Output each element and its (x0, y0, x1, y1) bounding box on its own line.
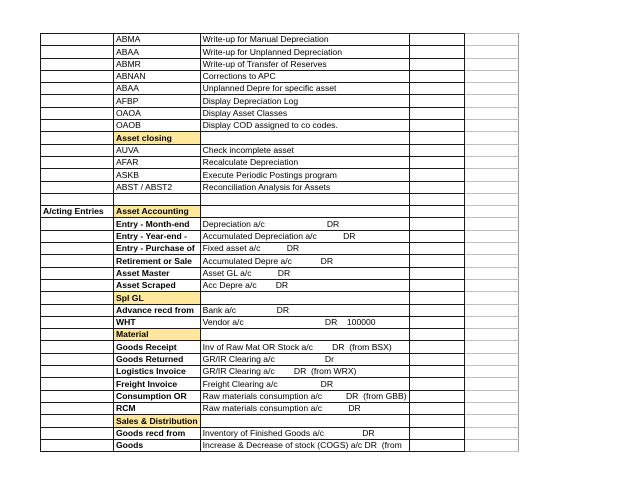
code-cell[interactable]: Goods (114, 439, 201, 451)
empty-cell[interactable] (409, 255, 464, 267)
table-row (41, 193, 519, 205)
empty-cell[interactable] (464, 230, 518, 242)
description-cell[interactable]: Bank a/c DR (200, 304, 409, 316)
section-cell[interactable] (41, 218, 114, 230)
code-cell[interactable]: Freight Invoice (114, 378, 201, 390)
empty-cell[interactable] (409, 279, 464, 291)
table-row (41, 107, 519, 119)
description-cell[interactable]: Display COD assigned to co codes. (200, 120, 409, 132)
table-row (41, 230, 519, 242)
code-cell[interactable]: Advance recd from (114, 304, 201, 316)
empty-cell[interactable] (409, 353, 464, 365)
empty-cell[interactable] (464, 132, 518, 144)
description-cell[interactable]: GR/IR Clearing a/c Dr (200, 353, 409, 365)
table-row (41, 169, 519, 181)
code-cell[interactable]: AFAR (114, 156, 201, 168)
code-cell[interactable]: Goods recd from (114, 427, 201, 439)
empty-cell[interactable] (464, 329, 518, 341)
code-cell[interactable] (114, 193, 201, 205)
empty-cell[interactable] (409, 329, 464, 341)
table-row (41, 156, 519, 168)
section-cell[interactable] (41, 255, 114, 267)
table-row (41, 316, 519, 328)
table-row (41, 95, 519, 107)
empty-cell[interactable] (464, 279, 518, 291)
empty-cell[interactable] (409, 304, 464, 316)
code-cell[interactable]: AUVA (114, 144, 201, 156)
empty-cell[interactable] (464, 378, 518, 390)
empty-cell[interactable] (464, 206, 518, 218)
code-cell[interactable]: ABMA (114, 34, 201, 46)
empty-cell[interactable] (464, 341, 518, 353)
description-cell[interactable]: Inv of Raw Mat OR Stock a/c DR (from BSX) (200, 341, 409, 353)
section-cell[interactable] (41, 193, 114, 205)
section-cell[interactable] (41, 415, 114, 427)
empty-cell[interactable] (409, 439, 464, 451)
code-cell[interactable]: Asset closing (114, 132, 201, 144)
empty-cell[interactable] (464, 34, 518, 46)
code-cell[interactable]: Asset Scraped (114, 279, 201, 291)
description-cell[interactable]: Freight Clearing a/c DR (200, 378, 409, 390)
description-cell[interactable]: Fixed asset a/c DR (200, 243, 409, 255)
code-cell[interactable]: Sales & Distribution (114, 415, 201, 427)
section-cell[interactable] (41, 304, 114, 316)
empty-cell[interactable] (409, 107, 464, 119)
table-row (41, 341, 519, 353)
table-row (41, 329, 519, 341)
code-cell[interactable]: ABAA (114, 46, 201, 58)
table-row (41, 415, 519, 427)
empty-cell[interactable] (409, 132, 464, 144)
description-cell[interactable]: Display Asset Classes (200, 107, 409, 119)
empty-cell[interactable] (409, 218, 464, 230)
description-cell[interactable]: Increase & Decrease of stock (COGS) a/c DR (from (200, 439, 409, 451)
description-cell[interactable]: Write-up for Manual Depreciation (200, 34, 409, 46)
empty-cell[interactable] (464, 255, 518, 267)
description-cell[interactable]: GR/IR Clearing a/c DR (from WRX) (200, 366, 409, 378)
section-cell[interactable] (41, 58, 114, 70)
table-row (41, 353, 519, 365)
table-row (41, 292, 519, 304)
section-cell[interactable] (41, 366, 114, 378)
table-row (41, 46, 519, 58)
empty-cell[interactable] (464, 292, 518, 304)
empty-cell[interactable] (409, 46, 464, 58)
empty-cell[interactable] (409, 402, 464, 414)
empty-cell[interactable] (464, 107, 518, 119)
table-row (41, 366, 519, 378)
description-cell[interactable] (200, 329, 409, 341)
table-row (41, 120, 519, 132)
code-cell[interactable]: Material (114, 329, 201, 341)
empty-cell[interactable] (409, 366, 464, 378)
empty-cell[interactable] (409, 83, 464, 95)
empty-cell[interactable] (464, 218, 518, 230)
code-cell[interactable]: Retirement or Sale (114, 255, 201, 267)
description-cell[interactable] (200, 415, 409, 427)
section-cell[interactable] (41, 390, 114, 402)
description-cell[interactable]: Reconciliation Analysis for Assets (200, 181, 409, 193)
empty-cell[interactable] (464, 144, 518, 156)
empty-cell[interactable] (464, 70, 518, 82)
section-cell[interactable] (41, 181, 114, 193)
empty-cell[interactable] (464, 267, 518, 279)
empty-cell[interactable] (409, 120, 464, 132)
table-row (41, 83, 519, 95)
code-cell[interactable]: OAOB (114, 120, 201, 132)
table-row (41, 144, 519, 156)
description-cell[interactable]: Raw materials consumption a/c DR (from GBB) (200, 390, 409, 402)
code-cell[interactable]: Goods Receipt (114, 341, 201, 353)
empty-cell[interactable] (464, 304, 518, 316)
description-cell[interactable] (200, 132, 409, 144)
description-cell[interactable] (200, 206, 409, 218)
empty-cell[interactable] (464, 439, 518, 451)
section-cell[interactable] (41, 230, 114, 242)
section-cell[interactable] (41, 132, 114, 144)
empty-cell[interactable] (464, 353, 518, 365)
section-cell[interactable] (41, 243, 114, 255)
empty-cell[interactable] (464, 46, 518, 58)
empty-cell[interactable] (464, 83, 518, 95)
table-row (41, 439, 519, 451)
code-cell[interactable]: AFBP (114, 95, 201, 107)
empty-cell[interactable] (409, 70, 464, 82)
empty-cell[interactable] (464, 427, 518, 439)
table-row (41, 34, 519, 46)
empty-cell[interactable] (409, 193, 464, 205)
spreadsheet (40, 33, 519, 452)
code-cell[interactable]: OAOA (114, 107, 201, 119)
description-cell[interactable] (200, 193, 409, 205)
description-cell[interactable]: Corrections to APC (200, 70, 409, 82)
empty-cell[interactable] (409, 230, 464, 242)
empty-cell[interactable] (464, 415, 518, 427)
empty-cell[interactable] (409, 181, 464, 193)
section-cell[interactable] (41, 169, 114, 181)
code-cell[interactable]: ABAA (114, 83, 201, 95)
section-cell[interactable]: A/cting Entries (41, 206, 114, 218)
empty-cell[interactable] (409, 316, 464, 328)
section-cell[interactable] (41, 83, 114, 95)
table-row (41, 255, 519, 267)
code-cell[interactable]: Spl GL (114, 292, 201, 304)
description-cell[interactable]: Asset GL a/c DR (200, 267, 409, 279)
section-cell[interactable] (41, 144, 114, 156)
section-cell[interactable] (41, 120, 114, 132)
empty-cell[interactable] (409, 95, 464, 107)
empty-cell[interactable] (464, 316, 518, 328)
empty-cell[interactable] (409, 58, 464, 70)
description-cell[interactable]: Execute Periodic Postings program (200, 169, 409, 181)
table-row (41, 206, 519, 218)
section-cell[interactable] (41, 156, 114, 168)
empty-cell[interactable] (464, 58, 518, 70)
table-row (41, 58, 519, 70)
description-cell[interactable]: Depreciation a/c DR (200, 218, 409, 230)
code-cell[interactable]: Consumption OR (114, 390, 201, 402)
description-cell[interactable]: Vendor a/c DR 100000 (200, 316, 409, 328)
table-row (41, 390, 519, 402)
empty-cell[interactable] (409, 378, 464, 390)
empty-cell[interactable] (409, 156, 464, 168)
section-cell[interactable] (41, 439, 114, 451)
table-row (41, 132, 519, 144)
description-cell[interactable]: Accumulated Depre a/c DR (200, 255, 409, 267)
table-row (41, 243, 519, 255)
section-cell[interactable] (41, 316, 114, 328)
empty-cell[interactable] (464, 243, 518, 255)
code-cell[interactable]: WHT (114, 316, 201, 328)
section-cell[interactable] (41, 341, 114, 353)
code-cell[interactable]: Goods Returned (114, 353, 201, 365)
code-cell[interactable]: Entry - Purchase of (114, 243, 201, 255)
empty-cell[interactable] (409, 341, 464, 353)
table-row (41, 181, 519, 193)
description-cell[interactable] (200, 292, 409, 304)
code-cell[interactable]: Logistics Invoice (114, 366, 201, 378)
table-row (41, 402, 519, 414)
empty-cell[interactable] (409, 415, 464, 427)
section-cell[interactable] (41, 402, 114, 414)
table-row (41, 279, 519, 291)
empty-cell[interactable] (409, 243, 464, 255)
empty-cell[interactable] (464, 169, 518, 181)
section-cell[interactable] (41, 292, 114, 304)
section-cell[interactable] (41, 427, 114, 439)
description-cell[interactable]: Unplanned Depre for specific asset (200, 83, 409, 95)
description-cell[interactable]: Check incomplete asset (200, 144, 409, 156)
table-row (41, 218, 519, 230)
empty-cell[interactable] (464, 402, 518, 414)
empty-cell[interactable] (464, 95, 518, 107)
description-cell[interactable]: Write-up of Transfer of Reserves (200, 58, 409, 70)
empty-cell[interactable] (409, 34, 464, 46)
empty-cell[interactable] (409, 292, 464, 304)
section-cell[interactable] (41, 329, 114, 341)
section-cell[interactable] (41, 107, 114, 119)
empty-cell[interactable] (464, 156, 518, 168)
code-cell[interactable]: RCM (114, 402, 201, 414)
description-cell[interactable]: Recalculate Depreciation (200, 156, 409, 168)
section-cell[interactable] (41, 46, 114, 58)
description-cell[interactable]: Acc Depre a/c DR (200, 279, 409, 291)
empty-cell[interactable] (464, 120, 518, 132)
table-row (41, 427, 519, 439)
description-cell[interactable]: Display Depreciation Log (200, 95, 409, 107)
table-row (41, 267, 519, 279)
code-cell[interactable]: Entry - Month-end (114, 218, 201, 230)
description-cell[interactable]: Accumulated Depreciation a/c DR (200, 230, 409, 242)
empty-cell[interactable] (464, 193, 518, 205)
code-cell[interactable]: Asset Master (114, 267, 201, 279)
section-cell[interactable] (41, 353, 114, 365)
section-cell[interactable] (41, 95, 114, 107)
section-cell[interactable] (41, 267, 114, 279)
code-cell[interactable]: ABMR (114, 58, 201, 70)
code-cell[interactable]: ASKB (114, 169, 201, 181)
empty-cell[interactable] (409, 390, 464, 402)
description-cell[interactable]: Raw materials consumption a/c DR (200, 402, 409, 414)
section-cell[interactable] (41, 279, 114, 291)
empty-cell[interactable] (409, 206, 464, 218)
empty-cell[interactable] (464, 390, 518, 402)
code-cell[interactable]: ABNAN (114, 70, 201, 82)
table-row (41, 304, 519, 316)
section-cell[interactable] (41, 34, 114, 46)
description-cell[interactable]: Write-up for Unplanned Depreciation (200, 46, 409, 58)
table-row (41, 70, 519, 82)
empty-cell[interactable] (464, 366, 518, 378)
empty-cell[interactable] (409, 169, 464, 181)
code-cell[interactable]: Asset Accounting (114, 206, 201, 218)
section-cell[interactable] (41, 70, 114, 82)
empty-cell[interactable] (409, 427, 464, 439)
code-cell[interactable]: ABST / ABST2 (114, 181, 201, 193)
section-cell[interactable] (41, 378, 114, 390)
code-cell[interactable]: Entry - Year-end - (114, 230, 201, 242)
empty-cell[interactable] (409, 267, 464, 279)
description-cell[interactable]: Inventory of Finished Goods a/c DR (200, 427, 409, 439)
empty-cell[interactable] (464, 181, 518, 193)
spreadsheet-grid (40, 33, 519, 452)
table-row (41, 378, 519, 390)
empty-cell[interactable] (409, 144, 464, 156)
